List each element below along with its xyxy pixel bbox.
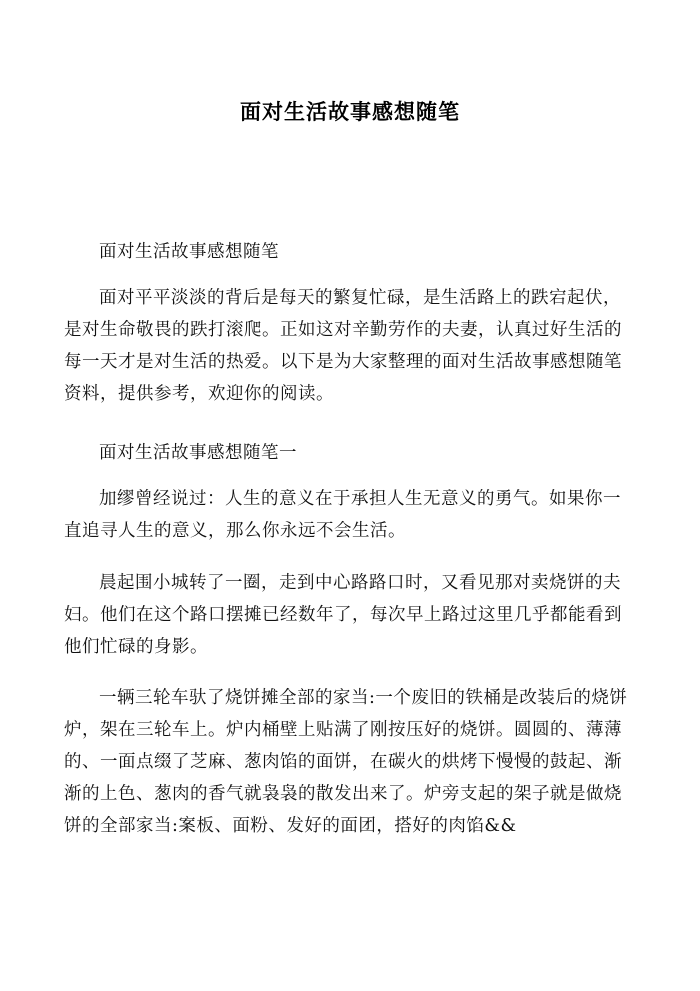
paragraph-section-heading <box>64 437 636 469</box>
paragraph-text: 加缪曾经说过：人生的意义在于承担人生无意义的勇气。如果你一直追寻人生的意义，那么你永远不会生活。 <box>64 489 621 541</box>
paragraph-intro <box>64 282 636 410</box>
paragraph-text: 面对生活故事感想随笔 <box>99 242 279 262</box>
paragraph-text: 一辆三轮车驮了烧饼摊全部的家当:一个废旧的铁桶是改装后的烧饼炉，架在三轮车上。炉内桶壁上贴满了刚按压好的烧饼。圆圆的、薄薄的、一面点缀了芝麻、葱肉馅的面饼，在碳火的烘烤下慢慢的鼓起、渐渐的上色、葱肉的香气就袅袅的散发出来了。炉旁支起的架子就是做烧饼的全部家当:案板、面粉、发好的面团，搭好的肉馅&& <box>64 688 628 836</box>
paragraph-text: 晨起围小城转了一圈，走到中心路路口时，又看见那对卖烧饼的夫妇。他们在这个路口摆摊已经数年了，每次早上路过这里几乎都能看到他们忙碌的身影。 <box>64 573 622 657</box>
paragraph-quote <box>64 483 636 547</box>
document-title: 面对生活故事感想随笔 <box>240 100 460 124</box>
paragraph-subtitle <box>64 236 636 268</box>
paragraph-stall <box>64 682 636 842</box>
paragraph-text: 面对平平淡淡的背后是每天的繁复忙碌，是生活路上的跌宕起伏，是对生命敬畏的跌打滚爬。正如这对辛勤劳作的夫妻，认真过好生活的每一天才是对生活的热爱。以下是为大家整理的面对生活故事感想随笔资料，提供参考，欢迎你的阅读。 <box>64 288 622 404</box>
paragraph-text: 面对生活故事感想随笔一 <box>99 443 297 463</box>
paragraph-morning <box>64 567 636 663</box>
